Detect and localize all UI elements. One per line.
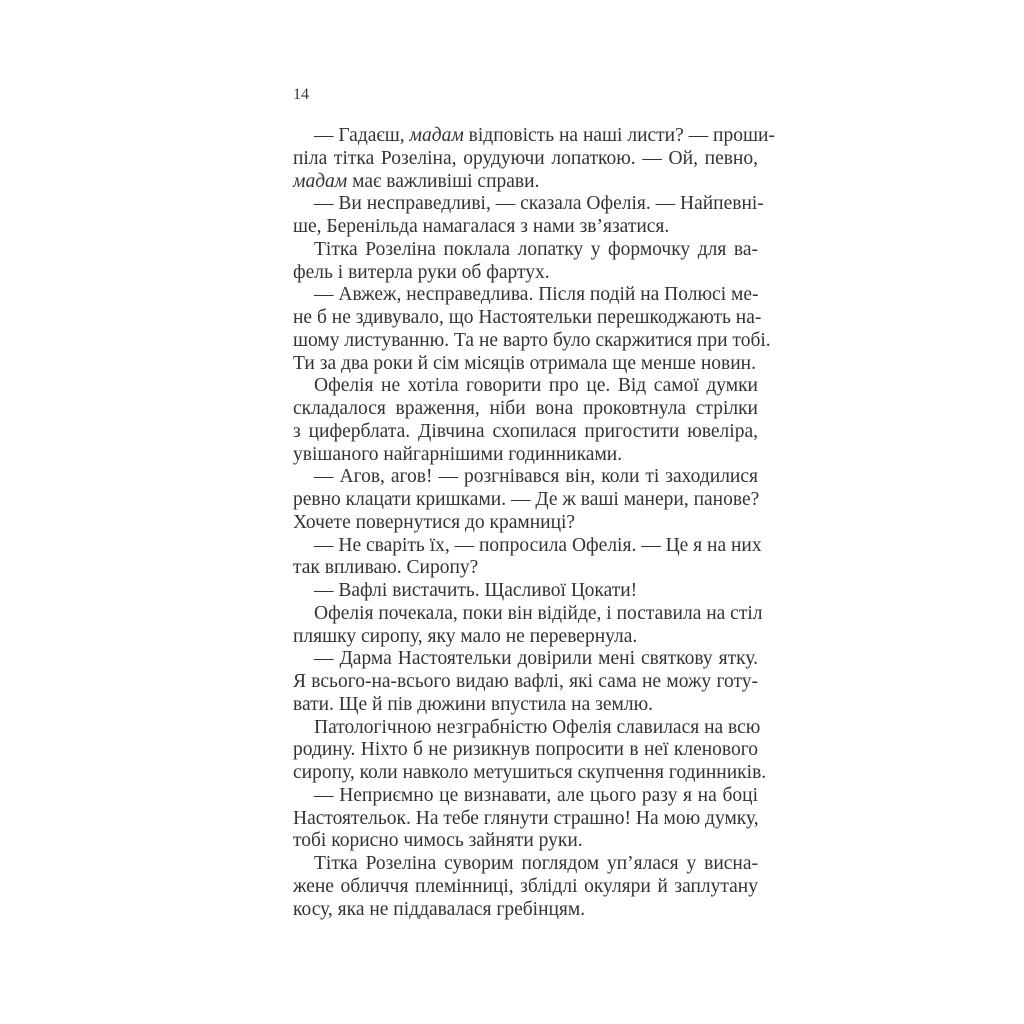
body-text: [293, 125, 775, 921]
text-line: [293, 512, 758, 535]
text-line: [293, 762, 767, 785]
italic-text: мадам: [293, 170, 348, 192]
text-segment: Офелія почекала, поки він відійде, і поставила на стіл: [314, 602, 763, 624]
text-line: [293, 193, 764, 216]
text-segment: — Агов, агов! — розгнівався він, коли ті заходилися: [314, 466, 758, 488]
text-segment: родину. Ніхто б не ризикнув попросити в неї кленового: [293, 739, 758, 761]
text-segment: не б не здивувало, що Настоятельки перешкоджають на-: [293, 307, 762, 328]
text-line: [293, 648, 758, 671]
paragraph: [293, 284, 771, 375]
text-segment: Офелія не хотіла говорити про це. Від самої думки: [314, 375, 758, 397]
paragraph: [293, 534, 762, 581]
text-segment: Ти за два роки й сім місяців отримала ще менше новин.: [293, 352, 756, 374]
text-segment: Я всього-на-всього видаю вафлі, які сама не можу готу-: [293, 671, 758, 692]
paragraph: [293, 853, 758, 921]
text-segment: Тітка Розеліна суворим поглядом уп’ялася у висна-: [314, 853, 758, 874]
text-segment: відповість на наші листи? — проши-: [463, 125, 775, 146]
text-segment: ревно клацати кришками. — Де ж ваші манери, панове?: [293, 489, 760, 510]
page-number: 14: [293, 86, 309, 103]
paragraph: [293, 602, 763, 649]
text-line: [293, 466, 758, 489]
text-line: [293, 580, 758, 603]
text-line: [293, 876, 758, 899]
italic-text: мадам: [409, 125, 464, 146]
text-segment: сиропу, коли навколо метушиться скупчення годинників.: [293, 762, 767, 783]
text-line: [293, 262, 758, 285]
text-segment: вати. Ще й пів дюжини впустила на землю.: [293, 693, 654, 715]
paragraph: [293, 239, 758, 285]
text-segment: з циферблата. Дівчина схопилася пригостити ювеліра,: [293, 420, 758, 442]
paragraph: [293, 466, 758, 534]
text-segment: — Дарма Настоятельки довірили мені святкову ятку.: [314, 648, 758, 670]
text-line: [293, 489, 758, 512]
text-line: [293, 626, 758, 649]
text-segment: — Вафлі вистачить. Щасливої Цокати!: [314, 580, 638, 601]
text-line: [293, 830, 758, 853]
text-segment: ше, Беренільда намагалася з нами зв’язатися.: [293, 216, 670, 237]
text-line: [293, 739, 758, 762]
text-segment: жене обличчя племінниці, зблідлі окуляри й заплутану: [293, 875, 758, 897]
text-segment: — Не сваріть їх, — попросила Офелія. — Це я на них: [314, 534, 762, 556]
text-segment: пляшку сиропу, яку мало не перевернула.: [293, 625, 638, 647]
text-segment: — Ви несправедливі, — сказала Офелія. — Найпевні-: [314, 193, 764, 215]
paragraph: [293, 716, 767, 785]
text-line: [293, 671, 758, 694]
text-line: [293, 307, 762, 330]
text-segment: — Неприємно це визнавати, але цього разу я на боці: [314, 784, 758, 806]
text-line: [293, 602, 763, 626]
paragraph: [293, 648, 758, 716]
text-segment: піла тітка Розеліна, орудуючи лопаткою. — Ой, певно,: [293, 147, 758, 169]
text-line: [293, 125, 775, 148]
text-line: [293, 353, 758, 376]
text-segment: Тітка Розеліна поклала лопатку у формочку для ва-: [314, 238, 758, 260]
text-line: [293, 284, 758, 307]
text-line: [293, 375, 758, 398]
text-line: [293, 421, 758, 444]
text-segment: шому листуванню. Та не варто було скаржитися при тобі.: [293, 329, 771, 351]
text-segment: Хочете повернутися до крамниці?: [293, 511, 576, 533]
text-line: [293, 785, 758, 808]
text-line: [293, 808, 758, 831]
text-segment: фель і витерла руки об фартух.: [293, 261, 550, 283]
text-segment: Патологічною незграбністю Офелія славилася на всю: [314, 716, 761, 738]
text-line: [293, 716, 761, 740]
text-segment: має важливіші справи.: [347, 170, 540, 192]
text-line: [293, 398, 758, 421]
text-line: [293, 853, 758, 876]
paragraph: [293, 125, 775, 193]
text-line: [293, 329, 771, 353]
text-segment: — Гадаєш,: [314, 125, 410, 146]
paragraph: [293, 580, 758, 603]
text-line: [293, 534, 762, 558]
paragraph: [293, 193, 764, 239]
text-segment: тобі корисно чимось зайняти руки.: [293, 830, 583, 852]
text-segment: так впливаю. Сиропу?: [293, 557, 479, 579]
text-line: [293, 444, 758, 467]
text-segment: Настоятельок. На тебе глянути страшно! На мою думку,: [293, 807, 759, 829]
paragraph: [293, 785, 758, 853]
text-line: [293, 171, 758, 194]
text-line: [293, 216, 758, 239]
paragraph: [293, 375, 758, 466]
text-line: [293, 694, 758, 717]
text-segment: увішаного найгарнішими годинниками.: [293, 443, 623, 465]
text-line: [293, 239, 758, 262]
text-line: [293, 148, 758, 171]
text-segment: — Авжеж, несправедлива. Після подій на Полюсі ме-: [314, 284, 759, 306]
text-segment: косу, яка не піддавалася гребінцям.: [293, 898, 586, 920]
text-line: [293, 899, 758, 922]
text-segment: складалося враження, ніби вона проковтнула стрілки: [293, 398, 758, 419]
text-line: [293, 557, 758, 580]
